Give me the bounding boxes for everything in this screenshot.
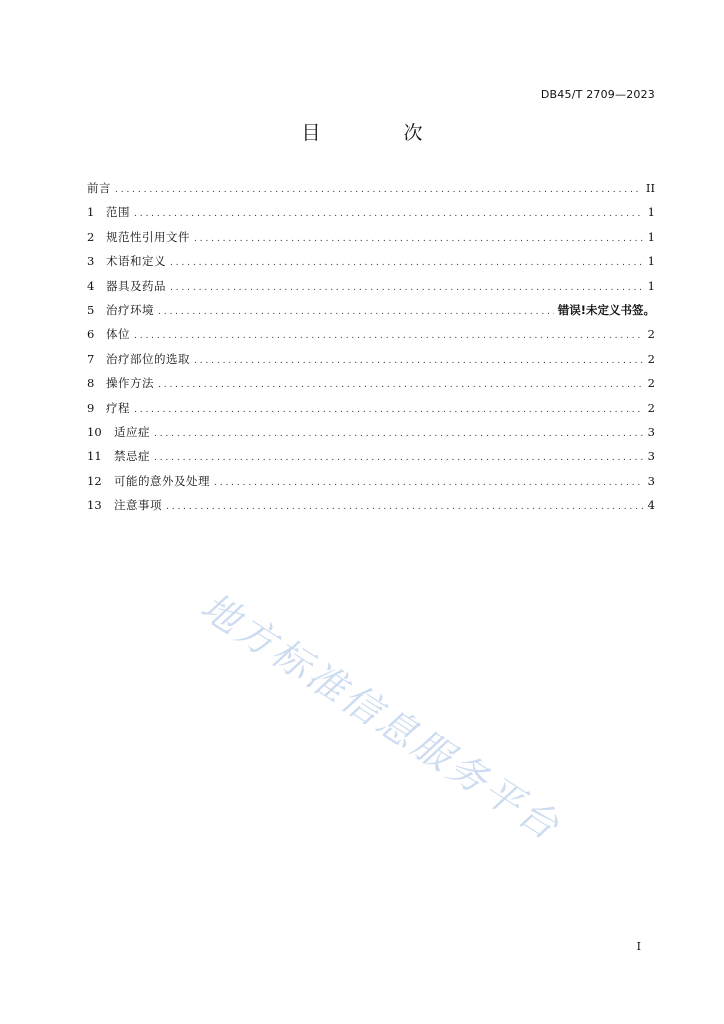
watermark: 地方标准信息服务平台	[192, 584, 570, 850]
toc-entry-7[interactable]	[87, 351, 655, 375]
toc-entry-page-error: 错误!未定义书签。	[557, 302, 655, 317]
toc-entry-number: 9	[87, 400, 95, 415]
toc-entry-page: 3	[647, 449, 655, 464]
toc-entry-number: 7	[87, 351, 95, 366]
toc-entry-5[interactable]	[87, 302, 655, 326]
toc-leader-dots	[194, 352, 644, 366]
toc-entry-number: 5	[87, 302, 95, 317]
toc-entry-label: 术语和定义	[106, 254, 166, 269]
toc-leader-dots	[134, 205, 644, 219]
toc-entry-page: 3	[647, 473, 655, 488]
toc-entry-label: 范围	[106, 205, 130, 220]
toc-entry-2[interactable]	[87, 229, 655, 253]
toc-entry-9[interactable]	[87, 400, 655, 424]
toc-entry-page: 4	[647, 498, 655, 513]
toc-entry-page: 1	[647, 229, 655, 244]
toc-entry-label: 禁忌症	[114, 449, 150, 464]
toc-entry-label: 适应症	[114, 424, 150, 439]
toc-entry-number: 11	[87, 449, 102, 464]
toc-leader-dots	[194, 230, 644, 244]
toc-entry-label: 治疗环境	[106, 302, 154, 317]
toc-entry-1[interactable]	[87, 204, 655, 228]
toc-entry-number: 3	[87, 254, 95, 269]
toc-leader-dots	[158, 303, 554, 317]
toc-leader-dots	[115, 181, 642, 195]
toc-entry-page: 1	[647, 278, 655, 293]
toc-entry-page: 3	[647, 424, 655, 439]
toc-entry-number: 6	[87, 327, 95, 342]
toc-entry-11[interactable]	[87, 448, 655, 472]
toc-entry-number: 10	[87, 424, 102, 439]
document-code: DB45/T 2709—2023	[540, 88, 655, 101]
toc-entry-page: 2	[647, 351, 655, 366]
toc-leader-dots	[170, 254, 644, 268]
page-number: I	[636, 940, 641, 953]
toc-entry-label: 器具及药品	[106, 278, 166, 293]
toc-title: 目 次	[301, 122, 455, 144]
toc-entry-page: 2	[647, 376, 655, 391]
toc-entry-13[interactable]	[87, 497, 655, 521]
toc-entry-label: 可能的意外及处理	[114, 473, 210, 488]
toc-entry-number: 4	[87, 278, 95, 293]
toc-leader-dots	[170, 279, 644, 293]
toc-leader-dots	[166, 498, 644, 512]
toc-leader-dots	[154, 425, 644, 439]
toc-leader-dots	[154, 449, 644, 463]
toc-entry-4[interactable]	[87, 278, 655, 302]
toc-entry-number: 2	[87, 229, 95, 244]
toc-leader-dots	[158, 376, 644, 390]
toc-entry-page: 2	[647, 327, 655, 342]
toc-entry-number: 13	[87, 498, 102, 513]
toc-entry-label: 注意事项	[114, 498, 162, 513]
toc-leader-dots	[134, 401, 644, 415]
toc-entry-label: 体位	[106, 327, 130, 342]
toc-entry-page: 1	[647, 254, 655, 269]
toc-entry-6[interactable]	[87, 326, 655, 350]
toc-leader-dots	[214, 474, 644, 488]
toc-entry-8[interactable]	[87, 375, 655, 399]
toc-entry-number: 8	[87, 376, 95, 391]
toc-entry-page: II	[645, 181, 655, 195]
toc-entry-10[interactable]	[87, 424, 655, 448]
toc-entry-number: 12	[87, 473, 102, 488]
toc-entry-label: 操作方法	[106, 376, 154, 391]
toc-entry-foreword[interactable]	[87, 180, 655, 204]
toc-entry-3[interactable]	[87, 253, 655, 277]
toc-entry-page: 2	[647, 400, 655, 415]
toc-entry-page: 1	[647, 205, 655, 220]
toc-leader-dots	[134, 327, 644, 341]
toc-entry-label: 前言	[87, 181, 111, 195]
toc-entry-label: 治疗部位的选取	[106, 351, 190, 366]
toc-entry-12[interactable]	[87, 473, 655, 497]
toc-entry-label: 规范性引用文件	[106, 229, 190, 244]
toc-entry-label: 疗程	[106, 400, 130, 415]
table-of-contents	[87, 180, 655, 521]
toc-entry-number: 1	[87, 205, 95, 220]
